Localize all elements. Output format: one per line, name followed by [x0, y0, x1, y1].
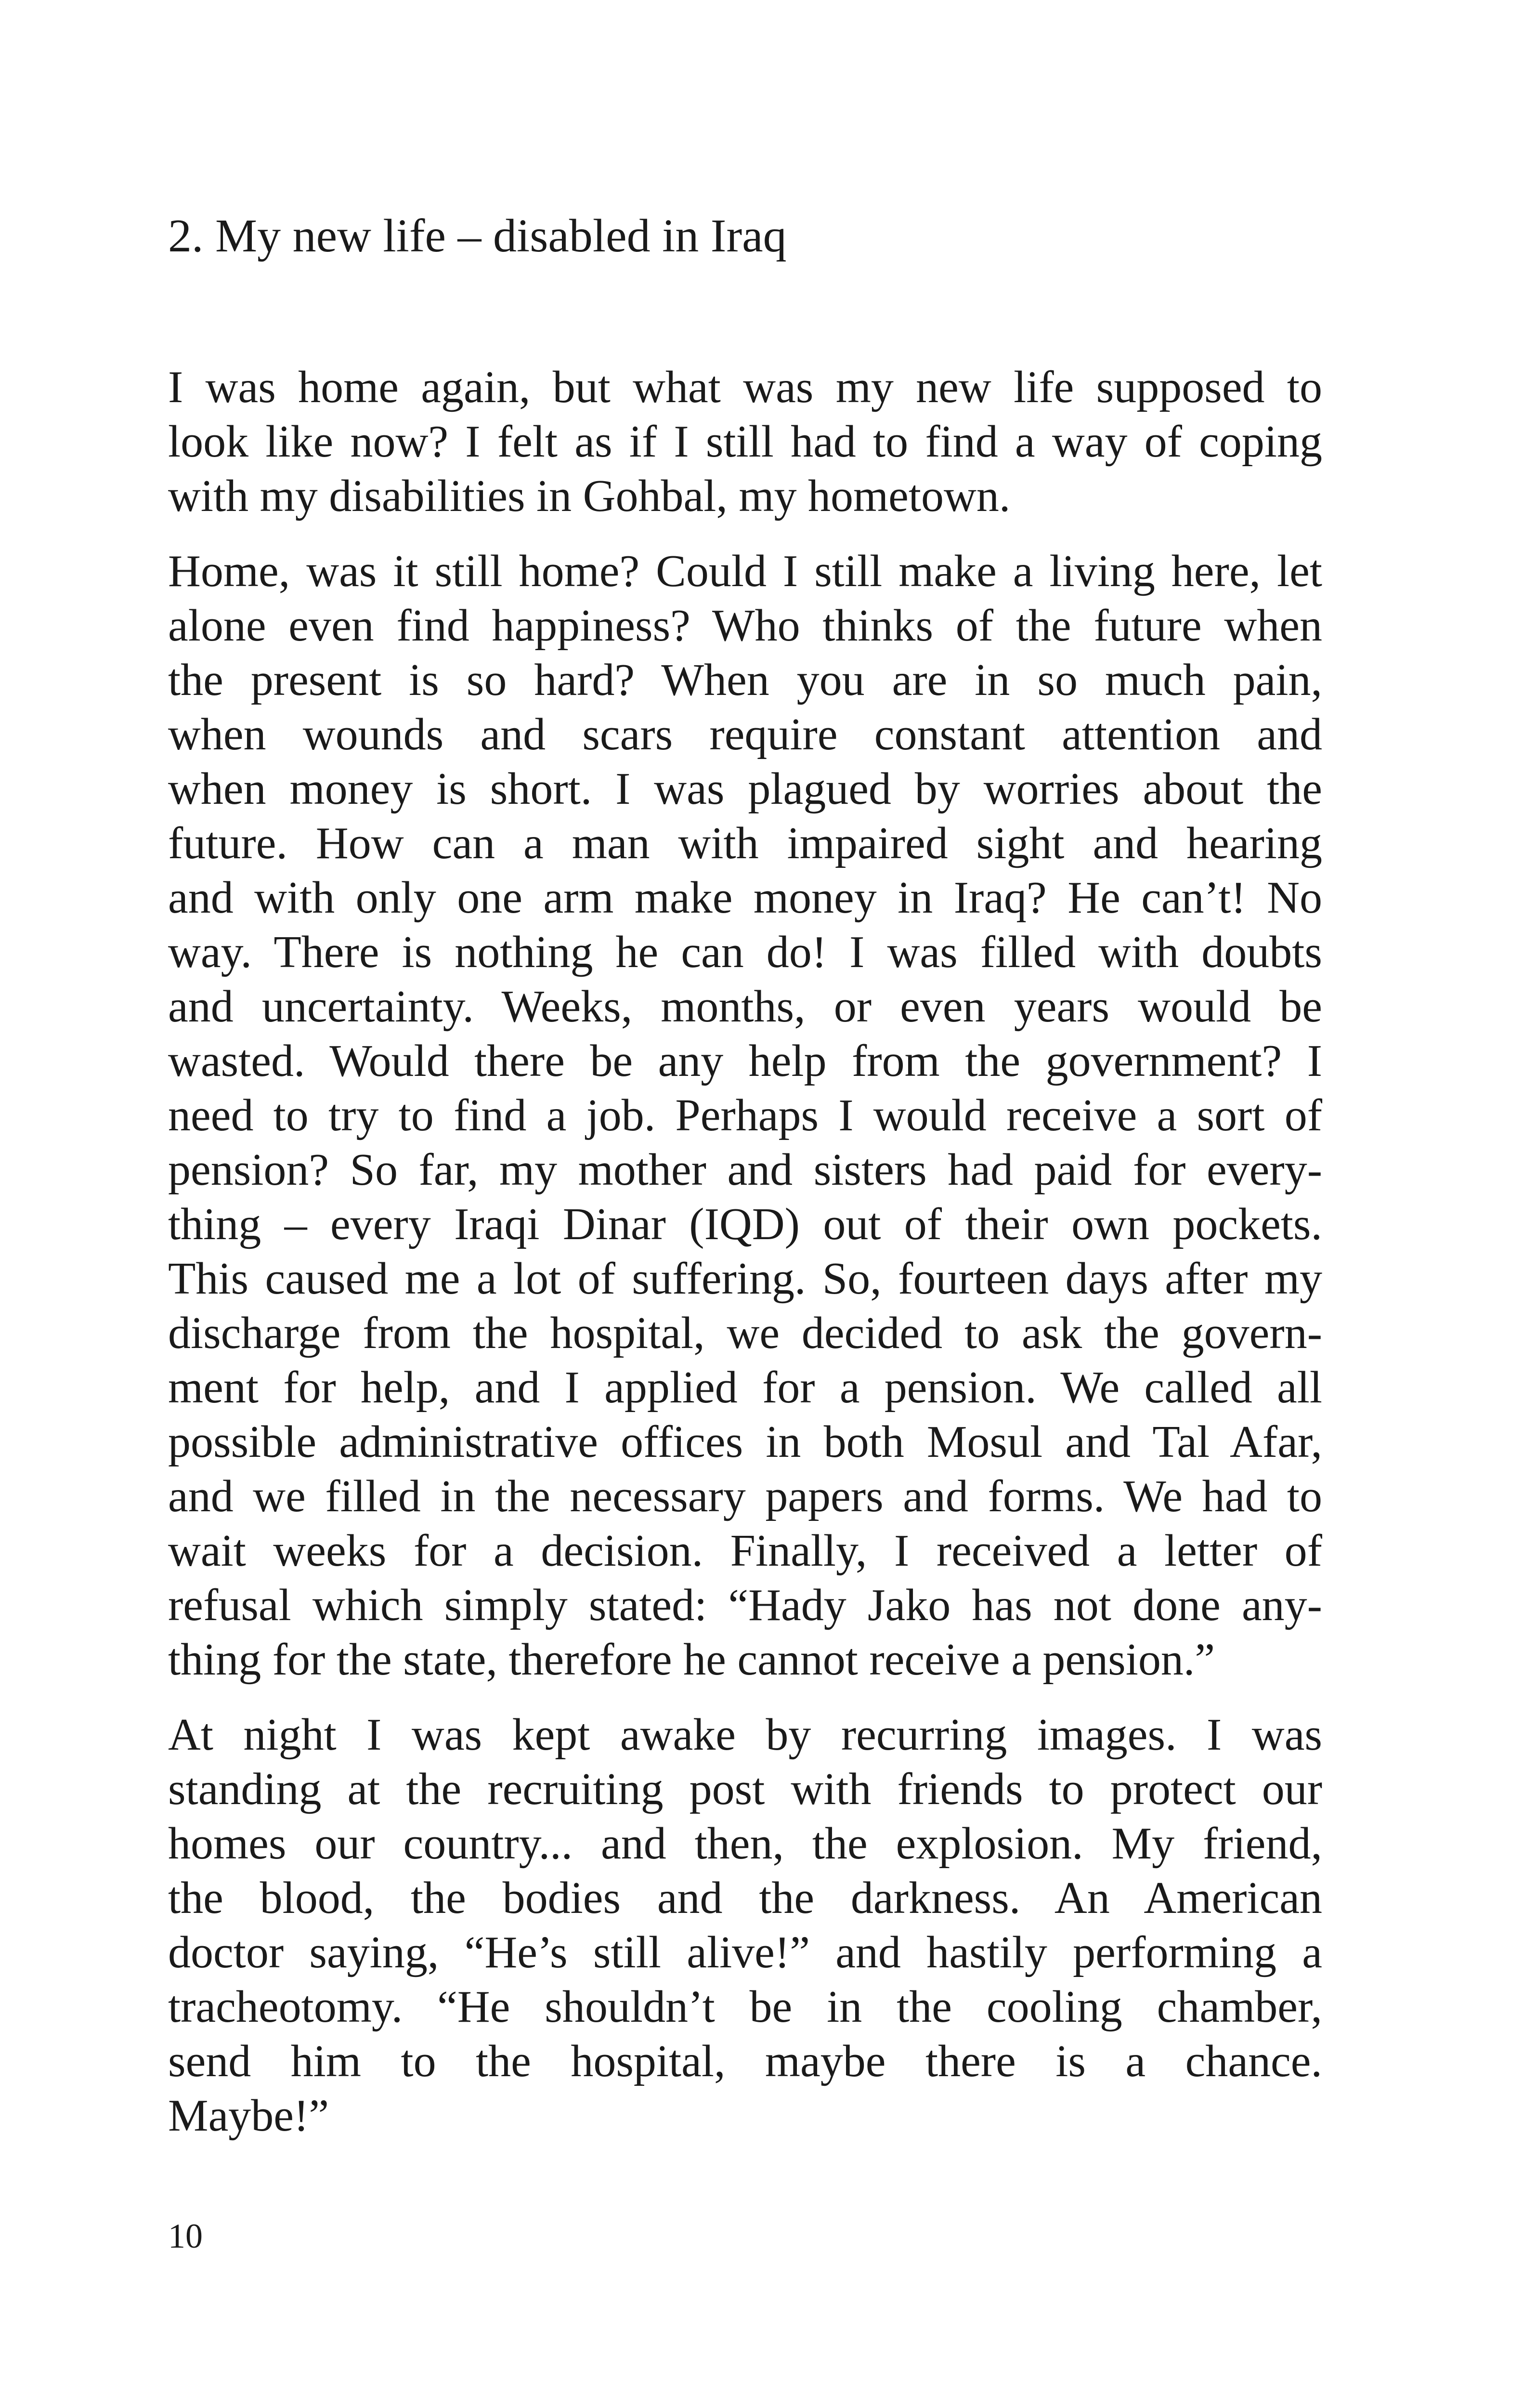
text-line: and we filled in the necessary papers and forms. We had to: [168, 1471, 1322, 1521]
text-line: standing at the recruiting post with friends to protect our: [168, 1764, 1322, 1814]
text-line: ment for help, and I applied for a pension. We called all: [168, 1362, 1322, 1413]
text-line: thing – every Iraqi Dinar (IQD) out of their own pockets.: [168, 1199, 1322, 1249]
paragraph-1: [168, 360, 1322, 523]
text-line: doctor saying, “He’s still alive!” and hastily performing a: [168, 1927, 1322, 1977]
text-line: look like now? I felt as if I still had to find a way of coping: [168, 417, 1322, 467]
text-line: thing for the state, therefore he cannot receive a pension.”: [168, 1635, 1215, 1685]
text-line: possible administrative offices in both Mosul and Tal Afar,: [168, 1417, 1322, 1467]
text-line: homes our country... and then, the explosion. My friend,: [168, 1819, 1322, 1869]
text-line: Home, was it still home? Could I still make a living here, let: [168, 546, 1322, 596]
text-line: when money is short. I was plagued by worries about the: [168, 764, 1322, 814]
text-line: wasted. Would there be any help from the government? I: [168, 1036, 1322, 1086]
paragraph-2: [168, 544, 1322, 1687]
text-line: way. There is nothing he can do! I was filled with doubts: [168, 927, 1322, 977]
text-line: At night I was kept awake by recurring images. I was: [168, 1710, 1322, 1760]
page-number: 10: [168, 2217, 203, 2255]
text-line: refusal which simply stated: “Hady Jako has not done any-: [168, 1580, 1322, 1630]
text-line: the present is so hard? When you are in so much pain,: [168, 655, 1322, 705]
text-line: pension? So far, my mother and sisters had paid for every-: [168, 1145, 1322, 1195]
text-line: with my disabilities in Gohbal, my hometown.: [168, 471, 1011, 521]
text-line: and uncertainty. Weeks, months, or even years would be: [168, 982, 1322, 1032]
text-line: send him to the hospital, maybe there is a chance.: [168, 2036, 1322, 2086]
text-line: future. How can a man with impaired sight and hearing: [168, 818, 1322, 868]
text-line: and with only one arm make money in Iraq? He can’t! No: [168, 873, 1322, 923]
chapter-title: 2. My new life – disabled in Iraq: [168, 210, 787, 262]
text-line: This caused me a lot of suffering. So, fourteen days after my: [168, 1254, 1322, 1304]
text-line: I was home again, but what was my new life supposed to: [168, 362, 1322, 412]
text-line: wait weeks for a decision. Finally, I received a letter of: [168, 1526, 1322, 1576]
text-line: the blood, the bodies and the darkness. An American: [168, 1873, 1322, 1923]
paragraph-3: [168, 1708, 1322, 2143]
text-line: need to try to find a job. Perhaps I would receive a sort of: [168, 1090, 1322, 1140]
text-line: discharge from the hospital, we decided to ask the govern-: [168, 1308, 1322, 1358]
body-text: [168, 360, 1322, 2164]
text-line: alone even find happiness? Who thinks of the future when: [168, 601, 1322, 651]
text-line: Maybe!”: [168, 2091, 329, 2141]
text-line: tracheotomy. “He shouldn’t be in the cooling chamber,: [168, 1982, 1322, 2032]
text-line: when wounds and scars require constant attention and: [168, 709, 1322, 759]
